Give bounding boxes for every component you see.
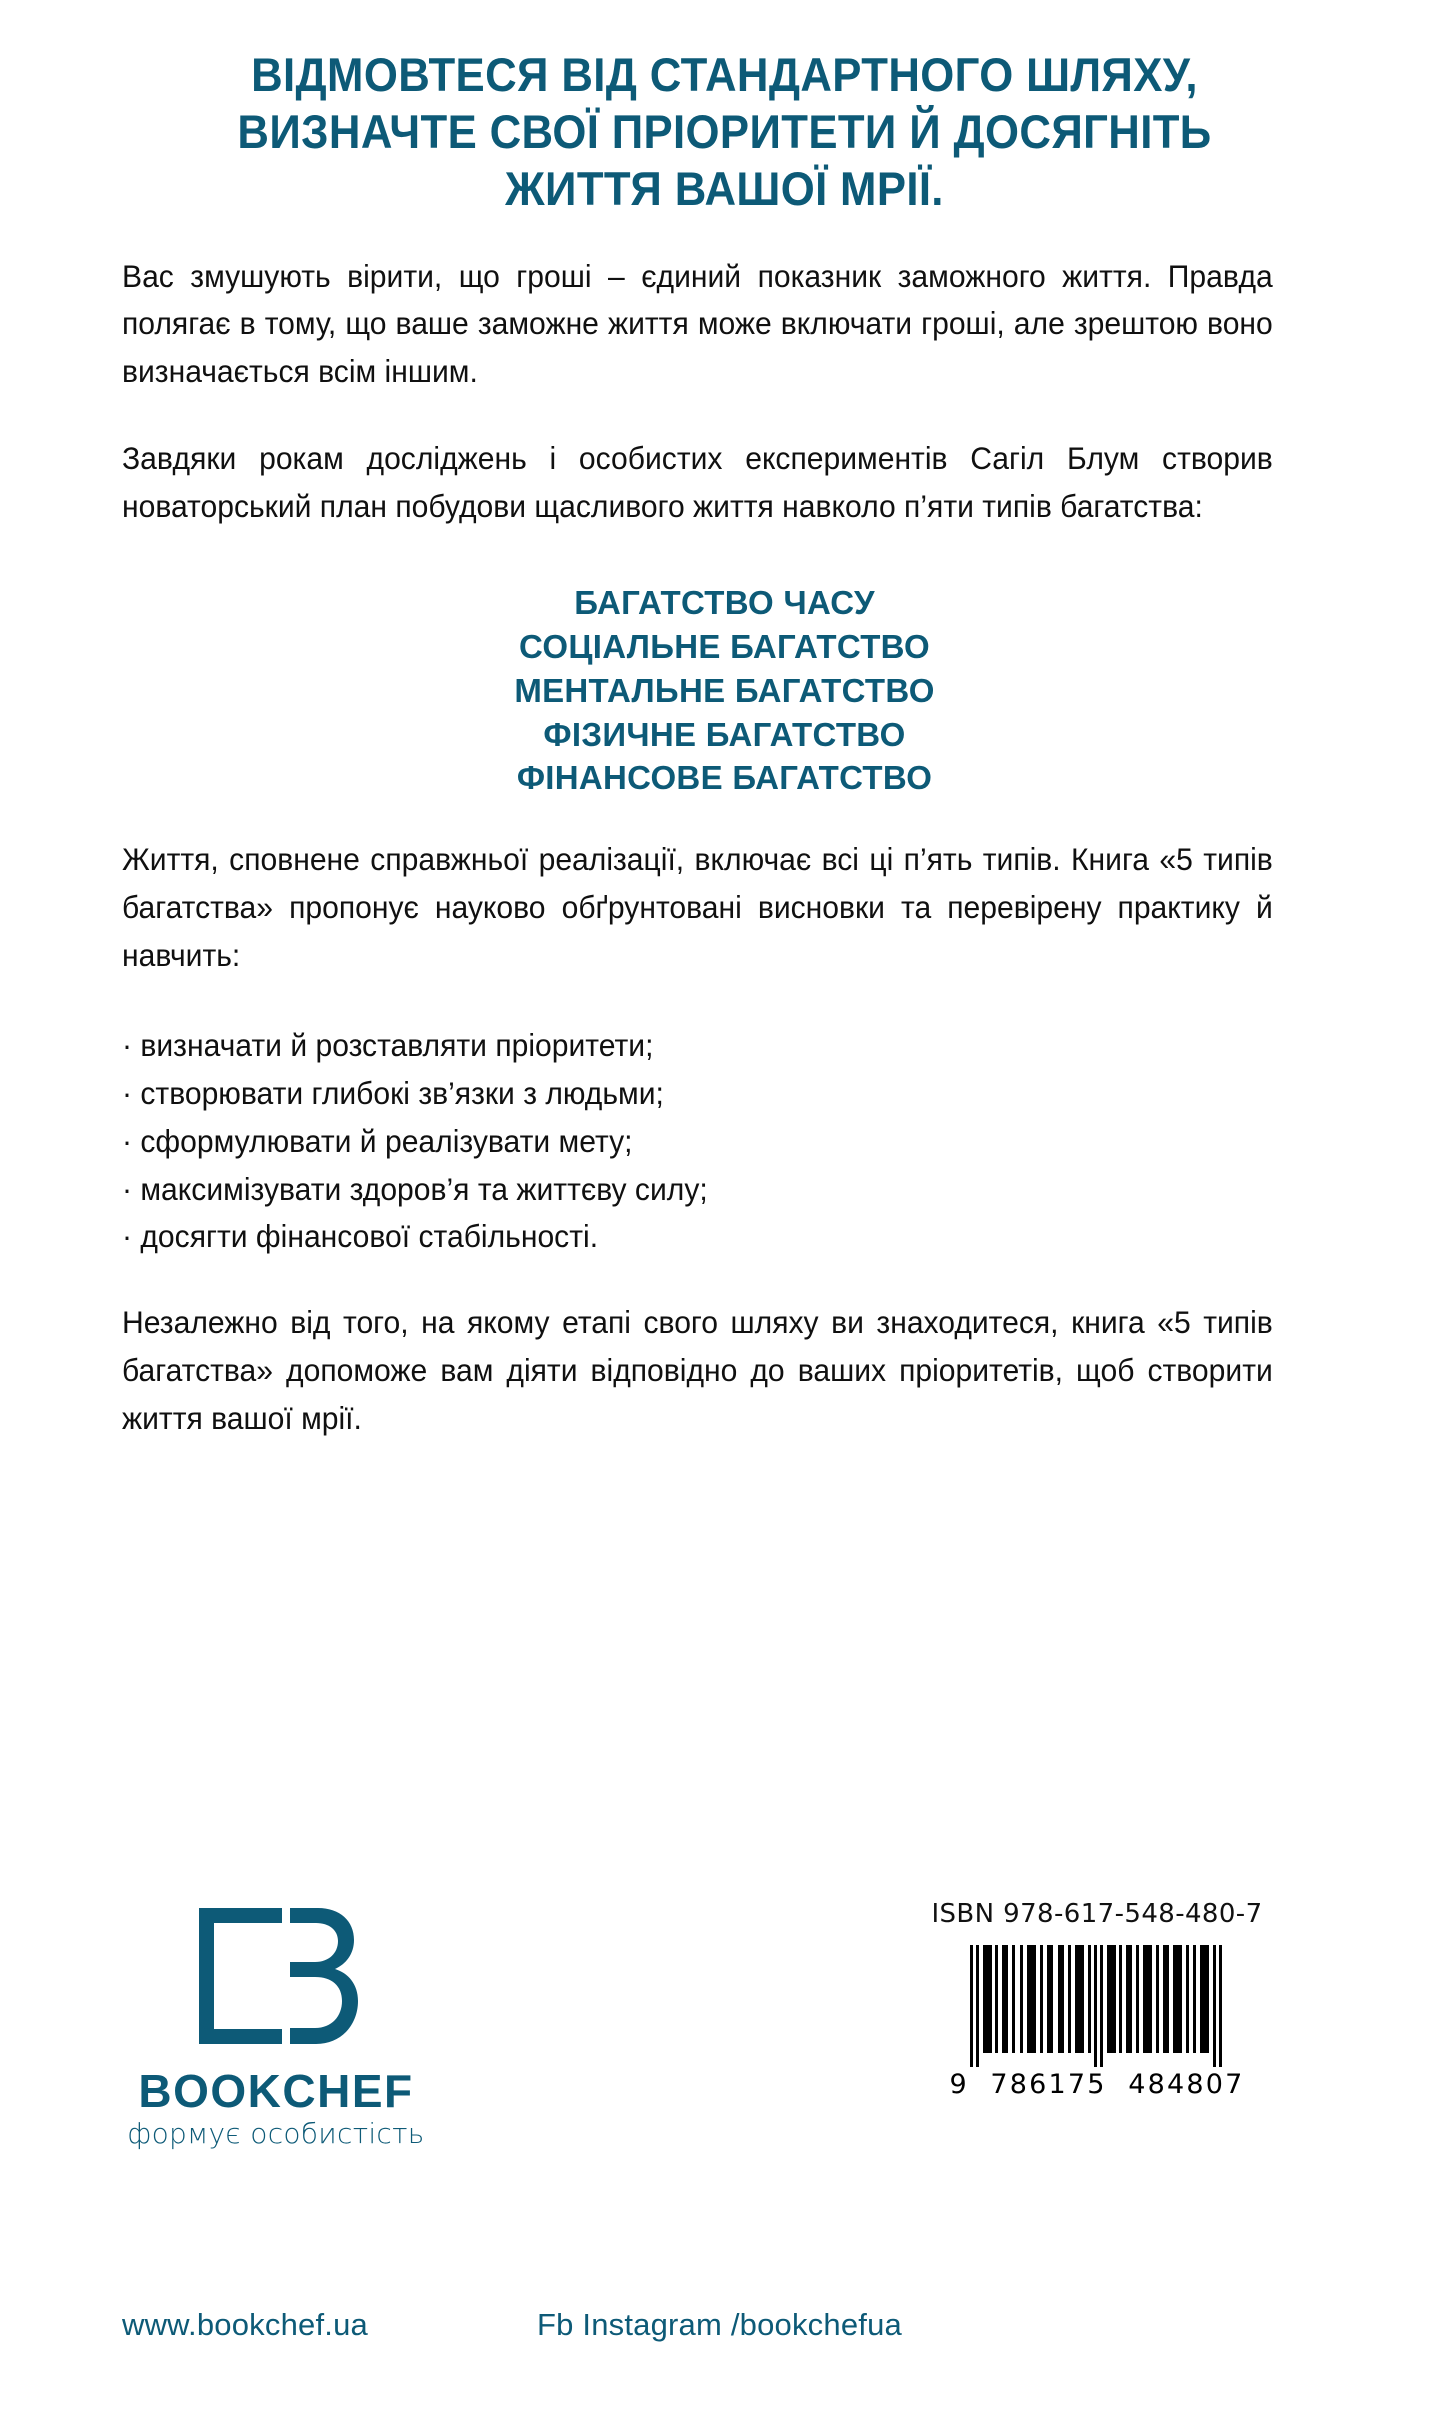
isbn-block: [867, 1899, 1327, 2100]
social-handles[interactable]: Fb Instagram /bookchefua: [537, 2307, 902, 2342]
list-item: · максимізувати здоров’я та життєву силу;: [122, 1170, 708, 1207]
page-title: [164, 0, 1285, 218]
isbn-number: ISBN 978-617-548-480-7: [931, 1899, 1263, 1929]
list-item: · сформулювати й реалізувати мету;: [122, 1122, 633, 1159]
headline-line-1: ВІДМОВТЕСЯ ВІД СТАНДАРТНОГО ШЛЯХУ,: [251, 48, 1198, 101]
publisher-logo-block: [126, 1902, 426, 2148]
list-item: · досягти фінансової стабільності.: [122, 1218, 599, 1255]
publisher-tagline: формує особистість: [127, 2117, 425, 2150]
author-paragraph: Завдяки рокам досліджень і особистих експериментів Сагіл Блум створив новаторський план побудови щасливого життя навколо п’яти типів багатства:: [122, 440, 1273, 525]
wealth-types-list: [122, 581, 1327, 800]
cover-footer: [122, 1869, 1327, 2409]
headline-line-2: ВИЗНАЧТЕ СВОЇ ПРІОРИТЕТИ Й ДОСЯГНІТЬ: [237, 104, 1212, 158]
publisher-name: BOOKCHEF: [138, 2065, 414, 2117]
footer-links: [122, 2307, 1327, 2347]
headline-line-3: ЖИТТЯ ВАШОЇ МРІЇ.: [505, 161, 944, 215]
intro-paragraph: Вас змушують вірити, що гроші – єдиний показник заможного життя. Правда полягає в тому, що ваше заможне життя може включати гроші, але зрештою воно визначається всім іншим.: [122, 257, 1273, 390]
bookchef-bracket-b-logo-icon: [186, 1902, 366, 2050]
wealth-type-item: ФІНАНСОВЕ БАГАТСТВО: [516, 759, 933, 797]
list-item: · визначати й розставляти пріоритети;: [122, 1026, 654, 1063]
list-item: · створювати глибокі зв’язки з людьми;: [122, 1074, 664, 1111]
wealth-type-item: ФІЗИЧНЕ БАГАТСТВО: [543, 715, 906, 753]
benefits-bullet-list: [122, 1022, 1273, 1261]
barcode-digits: 9 786175 484807: [949, 2069, 1245, 2100]
wealth-type-item: МЕНТАЛЬНЕ БАГАТСТВО: [514, 671, 935, 709]
closing-paragraph: Незалежно від того, на якому етапі свого шляху ви знаходитеся, книга «5 типів багатства» допоможе вам діяти відповідно до ваших пріоритетів, щоб створити життя вашої мрії.: [122, 1304, 1273, 1437]
wealth-type-item: СОЦІАЛЬНЕ БАГАТСТВО: [519, 627, 930, 665]
wealth-type-item: БАГАТСТВО ЧАСУ: [574, 583, 875, 621]
benefits-intro-paragraph: Життя, сповнене справжньої реалізації, включає всі ці п’ять типів. Книга «5 типів багатства» пропонує науково обґрунтовані висновки та перевірену практику й навчить:: [122, 841, 1273, 974]
ean13-barcode-icon: [948, 1945, 1246, 2067]
website-link[interactable]: www.bookchef.ua: [122, 2307, 368, 2342]
barcode-wrap: [948, 1945, 1246, 2100]
